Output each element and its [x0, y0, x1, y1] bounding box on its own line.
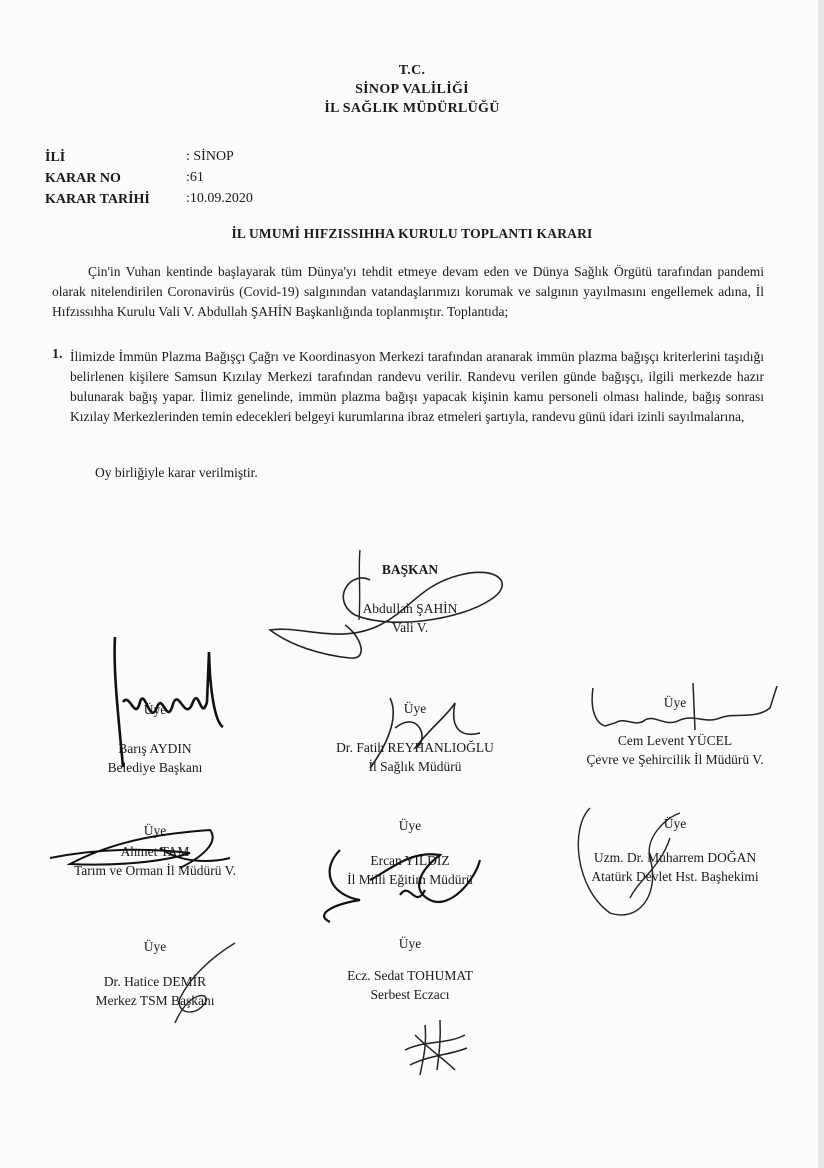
chair-name: Abdullah ŞAHİN [362, 601, 458, 616]
item-number: 1. [52, 347, 63, 362]
chair-role: BAŞKAN [381, 562, 439, 577]
member-name: Uzm. Dr. Muharrem DOĞAN [593, 850, 757, 865]
member-block-7 [40, 937, 270, 1010]
member-name: Ercan YILDIZ [370, 853, 450, 868]
member-role: Üye [143, 939, 167, 954]
member-block-6 [555, 814, 795, 886]
member-name: Cem Levent YÜCEL [617, 733, 733, 748]
member-name: Dr. Hatice DEMİR [103, 974, 207, 989]
member-title: İl Milli Eğitim Müdürü [347, 872, 473, 887]
member-block-8 [300, 934, 520, 1004]
member-name: Ecz. Sedat TOHUMAT [347, 968, 473, 983]
header-governorship: SİNOP VALİLİĞİ [355, 82, 469, 97]
meta-value-decision-no: :61 [186, 170, 204, 185]
member-title: İl Sağlık Müdürü [368, 759, 462, 774]
meta-label-decision-date: KARAR TARİHİ [45, 192, 150, 207]
member-block-1 [40, 700, 270, 777]
member-name: Dr. Fatih REYHANLIOĞLU [336, 740, 494, 755]
member-title: Belediye Başkanı [107, 760, 203, 775]
member-signature-8 [395, 1010, 475, 1080]
member-role: Üye [663, 695, 687, 710]
closing-statement: Oy birliğiyle karar verilmiştir. [95, 465, 258, 480]
member-title: Atatürk Devlet Hst. Başhekimi [591, 869, 759, 884]
member-role: Üye [398, 936, 422, 951]
member-title: Tarım ve Orman İl Müdürü V. [73, 863, 237, 878]
member-title: Merkez TSM Başkanı [95, 993, 215, 1008]
item-text: İlimizde İmmün Plazma Bağışçı Çağrı ve Koordinasyon Merkezi tarafından aranarak immün plazma bağışçı kriterlerini taşıdığı belirlenen kişilere Samsun Kızılay Merkezi tarafından randevu verilir. Randevu verilen günde bağışçı, ilgili merkezde hazır bulunarak bağış yapar. İlimiz genelinde, immün plazma bağışı yapacak kişinin kamu personeli olması halinde, bağış sonrası Kızılay Merkezlerinden temin edecekleri belgeyi kurumlarına ibraz etmeleri şartıyla, randevu günü idari izinli sayılmalarına, [70, 349, 764, 424]
meta-value-decision-date: :10.09.2020 [186, 191, 253, 206]
member-title: Çevre ve Şehircilik İl Müdürü V. [586, 752, 764, 767]
intro-paragraph: Çin'in Vuhan kentinde başlayarak tüm Dünya'yı tehdit etmeye devam eden ve Dünya Sağlık Örgütü tarafından pandemi olarak nitelendirilen Coronavirüs (Covid-19) salgınından vatandaşlarımızı korumak ve salgının yayılmasını engellemek adına, İl Hıfzıssıhha Kurulu Vali V. Abdullah ŞAHİN Başkanlığında toplanmıştır. Toplantıda; [52, 264, 764, 319]
member-role: Üye [143, 702, 167, 717]
member-block-4 [40, 821, 270, 880]
member-title: Serbest Eczacı [370, 987, 450, 1002]
member-block-3 [555, 693, 795, 769]
member-name: Barış AYDIN [118, 741, 192, 756]
member-role: Üye [398, 818, 422, 833]
scan-edge [818, 0, 824, 1168]
chair-block [300, 560, 520, 637]
member-block-5 [300, 816, 520, 889]
meta-label-province: İLİ [45, 150, 66, 165]
member-role: Üye [143, 823, 167, 838]
document-title: İL UMUMİ HIFZISSIHHA KURULU TOPLANTI KARARI [231, 226, 593, 241]
member-block-2 [300, 699, 530, 776]
header-directorate: İL SAĞLIK MÜDÜRLÜĞÜ [324, 101, 500, 116]
member-role: Üye [403, 701, 427, 716]
meta-label-decision-no: KARAR NO [45, 171, 121, 186]
member-role: Üye [663, 816, 687, 831]
meta-value-province: : SİNOP [186, 149, 234, 164]
header-tc: T.C. [398, 63, 426, 78]
member-name: Ahmet TAM [120, 844, 190, 859]
chair-title: Vali V. [391, 620, 429, 635]
